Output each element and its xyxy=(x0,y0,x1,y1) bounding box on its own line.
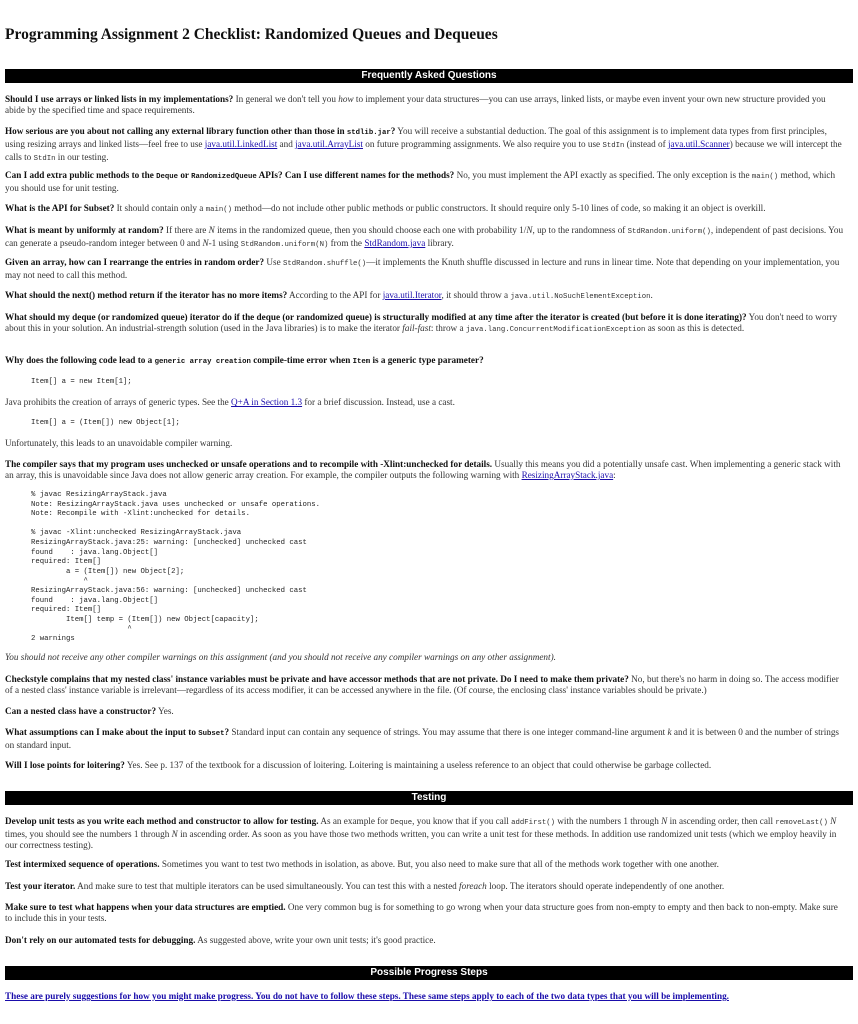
inline-code: stdlib.jar xyxy=(346,129,391,137)
faq-question: What should my deque (or randomized queue) iterator do if the deque (or randomized queue) is structurally modified at any time after the iterator is created (but before it is done iterating)? xyxy=(5,312,747,322)
faq-answer-text: , up to the randomness of xyxy=(532,225,628,235)
inline-code: StdIn xyxy=(33,155,56,163)
faq-item xyxy=(5,94,847,116)
question-text: What assumptions can I make about the input to xyxy=(5,727,199,737)
compiler-output-block: % javac ResizingArrayStack.java Note: ResizingArrayStack.java uses unchecked or unsafe operations. Note: Recompile with -Xlint:unchecked for details. % javac -Xlint:unchecked ResizingArrayStack.java ResizingArrayStack.java:25: warning: [unchecked] unchecked cast found : java.lang.Object[] required: Item[] a = (Item[]) new Object[2]; ^ ResizingArrayStack.java:56: warning: [unchecked] unchecked cast found : java.lang.Object[] required: Item[] Item[] temp = (Item[]) new Object[capacity]; ^ 2 warnings xyxy=(31,491,321,643)
faq-question xyxy=(5,727,229,737)
testing-item xyxy=(5,859,847,870)
testing-item xyxy=(5,881,847,892)
faq-item xyxy=(5,126,847,165)
testing-heading: Test your iterator. xyxy=(5,881,76,891)
testing-text: loop. The iterators should operate independently of one another. xyxy=(486,881,725,891)
emphasis: fail-fast xyxy=(402,323,431,333)
inline-code: java.util.NoSuchElementException xyxy=(510,293,651,301)
faq-item xyxy=(5,459,847,481)
faq-question xyxy=(5,170,454,180)
faq-answer-text: : throw a xyxy=(430,323,466,333)
emphasis: N xyxy=(208,225,215,235)
question-text: Why does the following code lead to a xyxy=(5,355,155,365)
faq-paragraph: Unfortunately, this leads to an unavoidable compiler warning. xyxy=(5,438,233,448)
emphasis: k xyxy=(667,727,672,737)
inline-code: RandomizedQueue xyxy=(191,173,257,181)
testing-text: , you know that if you call xyxy=(412,816,512,826)
link-resizingarraystack[interactable]: ResizingArrayStack.java xyxy=(521,470,614,480)
testing-text: with the numbers 1 through xyxy=(554,816,662,826)
page-title: Programming Assignment 2 Checklist: Randomized Queues and Dequeues xyxy=(5,26,498,43)
inline-code: StdRandom.uniform(N) xyxy=(240,241,329,249)
faq-answer-text: No, you must implement the API exactly as specified. The only exception is the xyxy=(454,170,752,180)
link-linkedlist[interactable]: java.util.LinkedList xyxy=(204,139,278,149)
link-iterator[interactable]: java.util.Iterator xyxy=(382,290,442,300)
faq-item xyxy=(5,674,847,696)
faq-item xyxy=(5,225,847,251)
faq-answer-text: Yes. xyxy=(156,706,174,716)
faq-answer-text: and it is between 0 and the number of strings on standard input. xyxy=(5,727,840,750)
testing-heading: Test intermixed sequence of operations. xyxy=(5,859,160,869)
testing-text: And make sure to test that multiple iterators can be used simultaneously. You can test this with a nested xyxy=(75,881,460,891)
emphasis: N xyxy=(171,829,178,839)
faq-answer-text: No, but there's no harm in doing so. The access modifier of a nested class' instance variable is irrelevant—regardless of its access modifier, it can be accessed anywhere in the file. (Of course, the enclosing class' instance variables should be private.) xyxy=(5,674,839,695)
testing-heading: Make sure to test what happens when your data structures are emptied. xyxy=(5,902,286,912)
faq-answer-text: (instead of xyxy=(624,139,668,149)
faq-question: Will I lose points for loitering? xyxy=(5,760,125,770)
faq-answer-text: from the xyxy=(328,238,365,248)
faq-item xyxy=(5,706,847,717)
faq-answer-text: Use xyxy=(264,257,283,267)
testing-text: in ascending order, then call xyxy=(667,816,776,826)
testing-item xyxy=(5,902,847,924)
faq-question: What should the next() method return if the iterator has no more items? xyxy=(5,290,288,300)
faq-question: Can a nested class have a constructor? xyxy=(5,706,157,716)
testing-text: As suggested above, write your own unit tests; it's good practice. xyxy=(195,935,436,945)
testing-text: Sometimes you want to test two methods in isolation, as above. But, you also need to make sure that all of the methods work together with one another. xyxy=(159,859,719,869)
inline-code: Deque xyxy=(390,819,413,827)
code-block: Item[] a = (Item[]) new Object[1]; xyxy=(31,419,180,427)
testing-heading: Develop unit tests as you write each method and constructor to allow for testing. xyxy=(5,816,319,826)
progress-note-link[interactable]: These are purely suggestions for how you might make progress. You do not have to follow these steps. These same steps apply to each of the two data types that you will be implementing. xyxy=(5,991,729,1001)
inline-code: Subset xyxy=(198,730,225,738)
faq-answer-text: library. xyxy=(425,238,454,248)
faq-answer-text: According to the API for xyxy=(287,290,383,300)
question-text: or xyxy=(178,170,192,180)
question-text: compile-time error when xyxy=(250,355,353,365)
faq-answer-text: as soon as this is detected. xyxy=(645,323,745,333)
faq-paragraph xyxy=(5,397,847,408)
faq-answer-text: —it implements the Knuth shuffle discussed in lecture and runs in linear time. Note that depending on your implementation, you may not need to call this method. xyxy=(5,257,840,280)
faq-answer-text: to implement your data structures—you can use arrays, linked lists, or maybe even invent your own new structure provided you abide by the specified time and space requirements. xyxy=(5,94,826,115)
faq-answer-text: Yes. See p. 137 of the textbook for a discussion of loitering. Loitering is maintaining a useless reference to an object that could otherwise be garbage collected. xyxy=(124,760,712,770)
faq-question: What is meant by uniformly at random? xyxy=(5,225,164,235)
emphasis: N xyxy=(526,225,533,235)
faq-question: Should I use arrays or linked lists in my implementations? xyxy=(5,94,234,104)
faq-item xyxy=(5,170,847,194)
faq-item xyxy=(5,290,847,303)
inline-code: generic array creation xyxy=(154,358,251,366)
link-qa-section[interactable]: Q+A in Section 1.3 xyxy=(231,397,303,407)
faq-item xyxy=(5,727,847,751)
faq-answer-text: items in the randomized queue, then you should choose each one with probability 1/ xyxy=(214,225,527,235)
faq-answer-text: , independent of past decisions. You can generate a pseudo-random integer between 0 and xyxy=(5,225,844,248)
testing-text: As an example for xyxy=(318,816,391,826)
faq-answer-text: In general we don't tell you xyxy=(233,94,339,104)
faq-item xyxy=(5,355,847,368)
link-stdrandom[interactable]: StdRandom.java xyxy=(364,238,426,248)
testing-item xyxy=(5,816,847,851)
question-text: How serious are you about not calling any external library function other than those in xyxy=(5,126,347,136)
faq-item xyxy=(5,312,847,336)
section-header-progress: Possible Progress Steps xyxy=(5,966,853,980)
inline-code: main() xyxy=(751,173,779,181)
faq-item xyxy=(5,760,847,771)
faq-answer-text: method, which you should use for unit testing. xyxy=(5,170,836,193)
question-text: is a generic type parameter? xyxy=(370,355,484,365)
emphasis: how xyxy=(338,94,354,104)
testing-heading: Don't rely on our automated tests for debugging. xyxy=(5,935,196,945)
faq-question: What is the API for Subset? xyxy=(5,203,115,213)
faq-answer-text: You will receive a substantial deduction. The goal of this assignment is to implement data types from first principles, using resizing arrays and linked lists—feel free to use xyxy=(5,126,827,149)
faq-answer-text: It should contain only a xyxy=(114,203,206,213)
inline-code: main() xyxy=(205,206,232,214)
faq-answer-text: You don't need to worry about this in your solution. An industrial-strength solution (used in the Java libraries) is to make the iterator xyxy=(5,312,838,333)
testing-item xyxy=(5,935,847,946)
faq-answer-text: and xyxy=(277,139,296,149)
inline-code: StdIn xyxy=(602,142,625,150)
faq-answer-text: . xyxy=(650,290,653,300)
faq-answer-text: on future programming assignments. We also require you to use xyxy=(362,139,603,149)
testing-text: One very common bug is for something to go wrong when your data structure goes from non-empty to empty and then back to non-empty. Make sure to include this in your tests. xyxy=(5,902,838,923)
inline-code: addFirst() xyxy=(511,819,555,827)
faq-answer-text: -1 using xyxy=(208,238,241,248)
code-block: Item[] a = new Item[1]; xyxy=(31,378,132,386)
inline-code: Deque xyxy=(156,173,179,181)
faq-answer-text: for a brief discussion. Instead, use a cast. xyxy=(302,397,455,407)
question-text: ? xyxy=(390,126,396,136)
emphasis: N xyxy=(661,816,668,826)
question-text: APIs? Can I use different names for the methods? xyxy=(256,170,455,180)
faq-answer-text: in our testing. xyxy=(55,152,109,162)
testing-text: in ascending order. As soon as you have those two methods written, you can write a unit test for these methods. In addition use randomized unit tests (which we employ heavily in our correctness testing). xyxy=(5,829,837,850)
link-scanner[interactable]: java.util.Scanner xyxy=(667,139,730,149)
section-header-testing: Testing xyxy=(5,791,853,805)
faq-question xyxy=(5,126,395,136)
inline-code: StdRandom.uniform() xyxy=(627,228,711,236)
inline-code: removeLast() xyxy=(775,819,828,827)
faq-note: You should not receive any other compiler warnings on this assignment (and you should not receive any compiler warnings on any other assignment). xyxy=(5,652,556,662)
faq-item xyxy=(5,257,847,281)
inline-code: Item xyxy=(352,358,371,366)
faq-answer-text: method—do not include other public methods or public constructors. It should require only 5-10 lines of code, so making it an object is overkill. xyxy=(231,203,766,213)
faq-answer-text: Standard input can contain any sequence of strings. You may assume that there is one integer command-line argument xyxy=(229,727,668,737)
faq-answer-text: If there are xyxy=(163,225,209,235)
progress-note[interactable] xyxy=(5,991,847,1002)
faq-answer-text: : xyxy=(613,470,616,480)
inline-code: java.lang.ConcurrentModificationException xyxy=(465,326,646,334)
testing-text: times, you should see the numbers 1 through xyxy=(5,829,172,839)
section-header-faq: Frequently Asked Questions xyxy=(5,69,853,83)
question-text: ? xyxy=(224,727,230,737)
faq-question: Given an array, how can I rearrange the entries in random order? xyxy=(5,257,265,267)
faq-item xyxy=(5,203,847,216)
emphasis: foreach xyxy=(459,881,487,891)
emphasis: N xyxy=(202,238,209,248)
question-text: Can I add extra public methods to the xyxy=(5,170,157,180)
faq-question: The compiler says that my program uses unchecked or unsafe operations and to recompile with -Xlint:unchecked for details. xyxy=(5,459,493,469)
faq-answer-text: Usually this means you did a potentially unsafe cast. When implementing a generic stack with an array, this is unavoidable since Java does not allow generic array creation. For example, the compiler outputs the following warning with xyxy=(5,459,841,480)
faq-answer-text: , it should throw a xyxy=(441,290,511,300)
faq-question xyxy=(5,355,484,365)
faq-answer-text: Java prohibits the creation of arrays of generic types. See the xyxy=(5,397,232,407)
emphasis: N xyxy=(830,816,837,826)
faq-answer-text: ) because we will intercept the calls to xyxy=(5,139,842,162)
link-arraylist[interactable]: java.util.ArrayList xyxy=(295,139,363,149)
faq-question: Checkstyle complains that my nested class' instance variables must be private and have accessor methods that are not private. Do I need to make them private? xyxy=(5,674,629,684)
inline-code: StdRandom.shuffle() xyxy=(282,260,367,268)
